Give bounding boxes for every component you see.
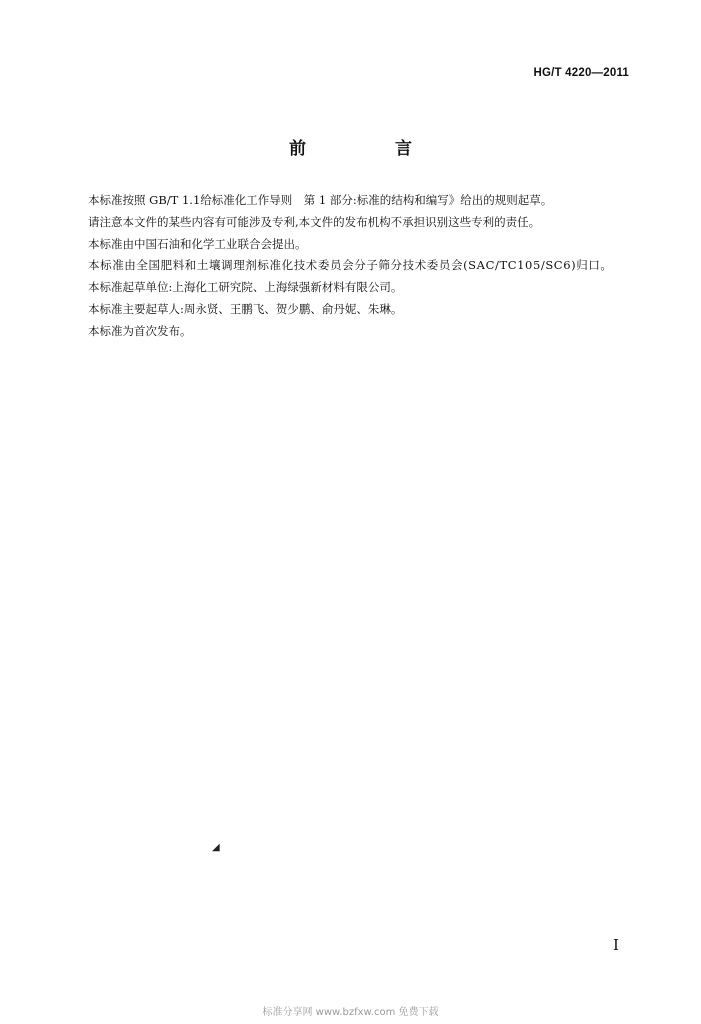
document-body bbox=[63, 190, 633, 343]
paragraph-proposer: 本标准由中国石油和化学工业联合会提出。 bbox=[88, 236, 307, 251]
paragraph-administrator: 本标准由全国肥料和土壤调理剂标准化技术委员会分子筛分技术委员会(SAC/TC105/SC6)归口。 bbox=[88, 258, 613, 273]
watermark-text: 标准分享网 www.bzfxw.com 免费下载 bbox=[262, 1007, 439, 1018]
paragraph-patent-notice: 请注意本文件的某些内容有可能涉及专利,本文件的发布机构不承担识别这些专利的责任。 bbox=[88, 214, 541, 229]
paragraph-main-drafters: 本标准主要起草人:周永贤、王鹏飞、贺少鹏、俞丹妮、朱琳。 bbox=[88, 301, 403, 316]
standard-code: HG/T 4220—2011 bbox=[533, 67, 629, 79]
paragraph-drafting-units: 本标准起草单位:上海化工研究院、上海绿强新材料有限公司。 bbox=[88, 280, 403, 295]
paragraph-drafting-rules: 本标准按照 GB/T 1.1给标准化工作导则 第 1 部分:标准的结构和编写》给出的规则起草。 bbox=[88, 193, 553, 207]
page-number: I bbox=[613, 936, 619, 954]
paragraph-first-release: 本标准为首次发布。 bbox=[88, 323, 192, 338]
scan-mark: ◢ bbox=[212, 842, 220, 853]
page-title: 前 言 bbox=[289, 139, 448, 159]
